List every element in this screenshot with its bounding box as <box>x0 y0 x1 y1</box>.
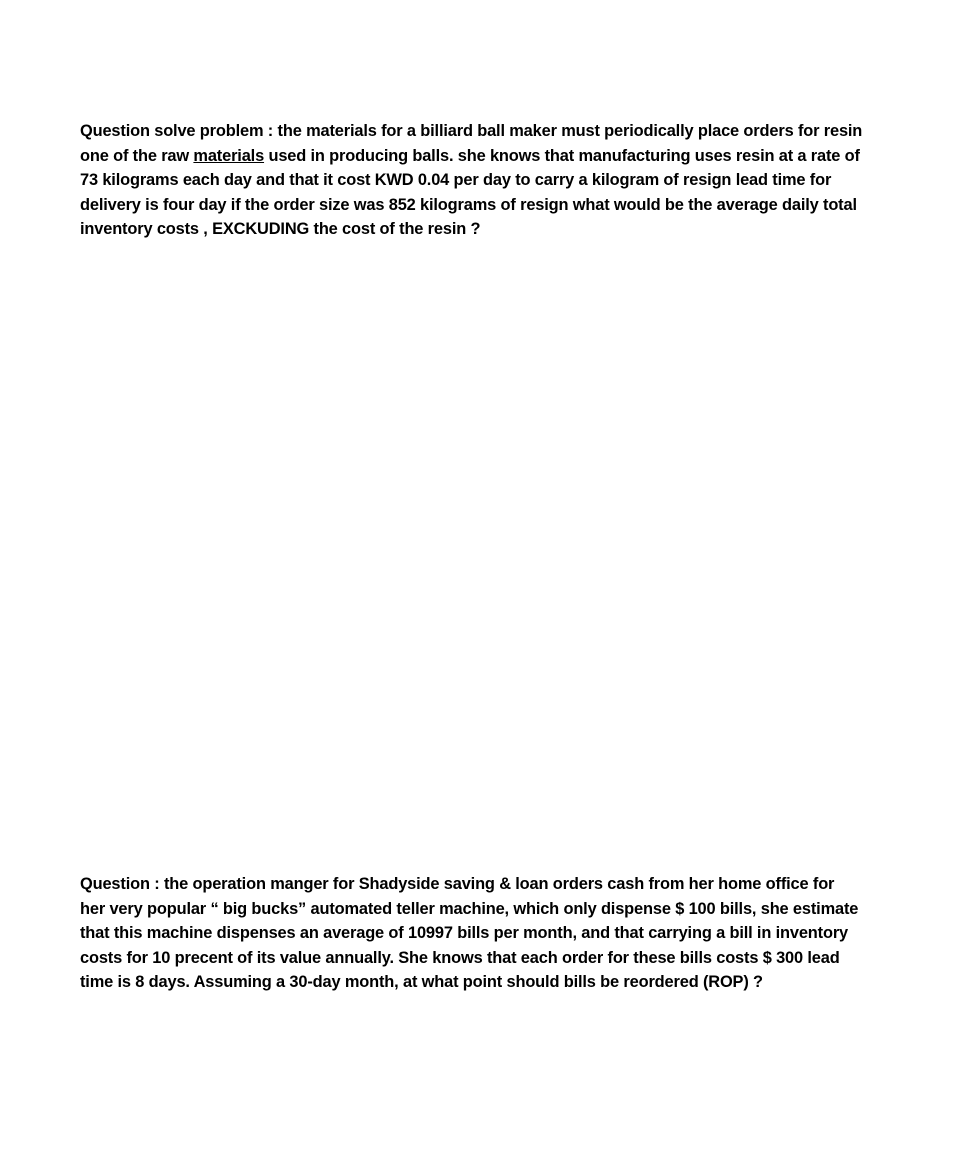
question-2-line-3: that this machine dispenses an average of 10997 bills per month, and that carrying a bill in inventory <box>80 924 849 943</box>
question-1-line-3: 73 kilograms each day and that it cost KWD 0.04 per day to carry a kilogram of resign lead time for <box>80 171 832 190</box>
question-1-line-2-after: used in producing balls. she knows that manufacturing uses resin at a rate of <box>264 146 860 165</box>
question-2-line-1: Question : the operation manger for Shadyside saving & loan orders cash from her home office for <box>80 875 835 893</box>
question-1-line-2-before: one of the raw <box>80 146 194 165</box>
question-2-line-4: costs for 10 precent of its value annually. She knows that each order for these bills costs $ 300 lead <box>80 948 840 967</box>
question-2 <box>80 872 885 995</box>
question-1-line-4: delivery is four day if the order size was 852 kilograms of resign what would be the average daily total <box>80 195 857 214</box>
question-2-line-5: time is 8 days. Assuming a 30-day month, at what point should bills be reordered (ROP) ? <box>80 973 763 992</box>
question-1-line-5: inventory costs , EXCKUDING the cost of the resin ? <box>80 220 481 239</box>
question-1 <box>80 119 885 242</box>
question-2-line-2: her very popular “ big bucks” automated teller machine, which only dispense $ 100 bills, she estimate <box>80 899 859 918</box>
underlined-word-materials: materials <box>193 146 265 165</box>
question-1-line-1: Question solve problem : the materials for a billiard ball maker must periodically place orders for resin <box>80 122 863 140</box>
